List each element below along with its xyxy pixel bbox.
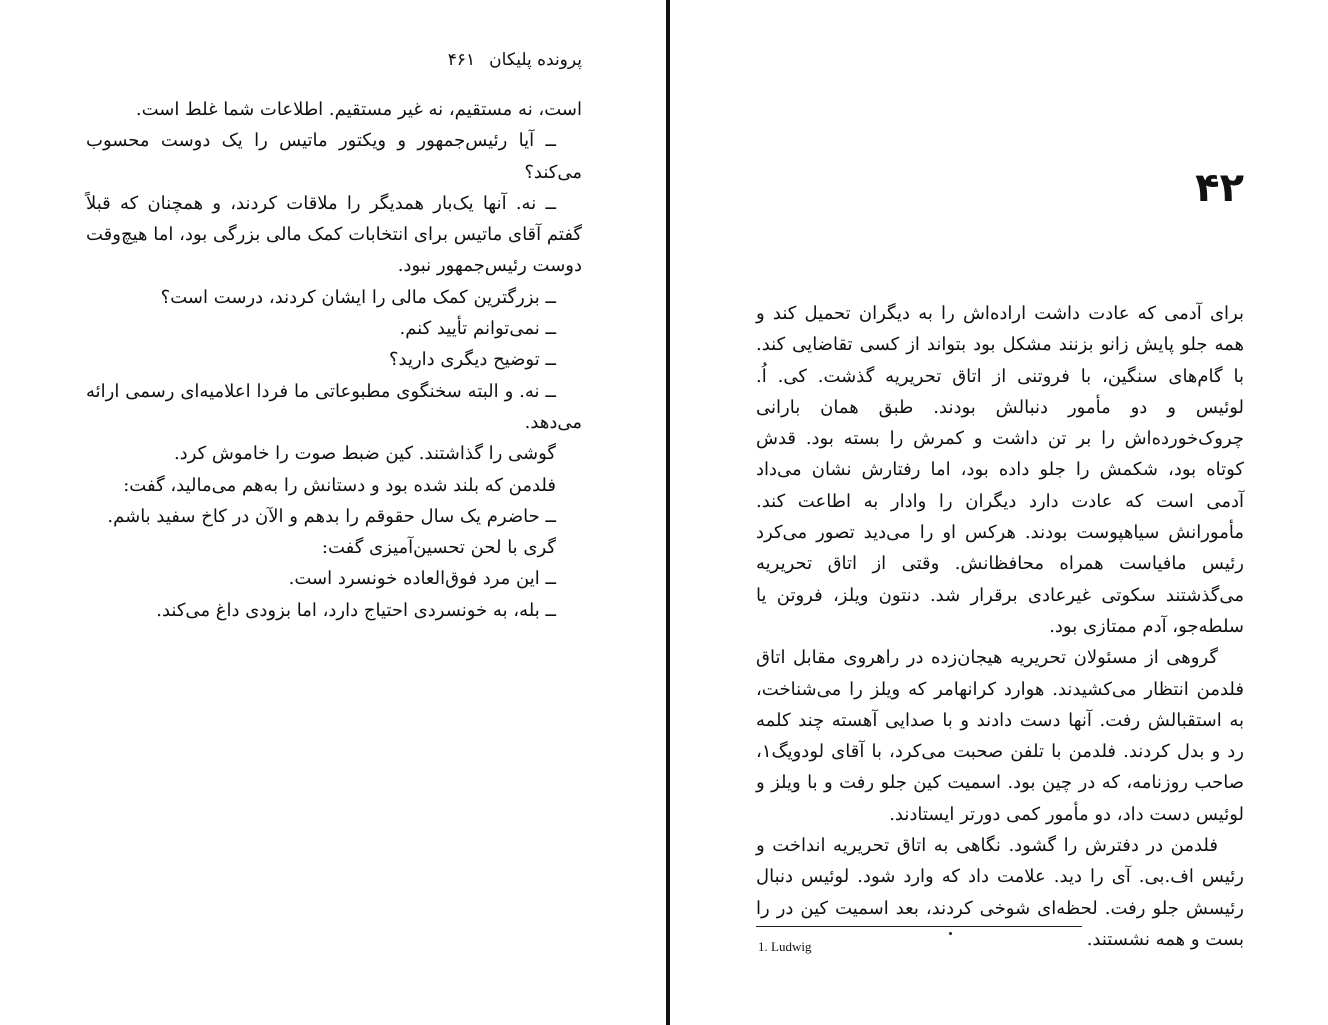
dialogue-line: ــ آیا رئیس‌جمهور و ویکتور ماتیس را یک دوست محسوب می‌کند؟ <box>86 130 582 183</box>
footnote-rule <box>756 926 1082 927</box>
chapter-number: ۴۲ <box>1195 165 1244 211</box>
dialogue-line: ــ بله، به خونسردی احتیاج دارد، اما بزودی داغ می‌کند. <box>156 599 556 621</box>
body-line: گری با لحن تحسین‌آمیزی گفت: <box>321 537 556 559</box>
right-page-body <box>756 298 1244 955</box>
book-spine <box>666 0 670 1025</box>
footnote: 1. Ludwig <box>758 939 812 954</box>
paragraph: برای آدمی که عادت داشت اراده‌اش را به دیگران تحمیل کند و همه جلو پایش زانو بزنند مشکل بود بتواند از کسی تقاضایی کند. با گام‌های سنگین، با فروتنی از اتاق تحریریه گذشت. کی. اُ. لوئیس و دو مأمور دنبالش بودند. طبق همان بارانی چروک‌خورده‌اش را بر تن داشت و کمرش را بسته بود. قدش کوتاه بود، شکمش را جلو داده بود، اما رفتارش نشان می‌داد آدمی است که عادت دارد دیگران را وادار به اطاعت کند. مأمورانش سیاهپوست بودند. هرکس او را می‌دید تصور می‌کرد رئیس مافیاست همراه محافظانش. وقتی از اتاق تحریریه می‌گذشتند سکوتی غیرعادی برقرار شد. دنتون ویلز، فروتن یا سلطه‌جو، آدم ممتازی بود. <box>756 303 1244 637</box>
paragraph: فلدمن در دفترش را گشود. نگاهی به اتاق تحریریه انداخت و رئیس اف.بی. آی را دید. علامت داد که وارد شود. لوئیس دنبال رئیسش جلو رفت. لحظه‌ای شوخی کردند، بعد اسمیت کین در را بست و همه نشستند. <box>756 835 1244 950</box>
body-line: گوشی را گذاشتند. کین ضبط صوت را خاموش کرد. <box>173 443 556 465</box>
dialogue-line: ــ نه. آنها یک‌بار همدیگر را ملاقات کردند، و همچنان که قبلاً گفتم آقای ماتیس برای انتخابات کمک مالی بزرگی بود، اما هیچ‌وقت دوست رئیس‌جمهور نبود. <box>86 192 582 277</box>
dialogue-line: ــ این مرد فوق‌العاده خونسرد است. <box>288 568 556 590</box>
paragraph: گروهی از مسئولان تحریریه هیجان‌زده در راهروی مقابل اتاق فلدمن انتظار می‌کشیدند. هوارد کرانهامر که ویلز را می‌شناخت، به استقبالش رفت. آنها دست دادند و با صدایی آهسته چند کلمه رد و بدل کردند. فلدمن با تلفن صحبت می‌کرد، با آقای لودویگ۱، صاحب روزنامه، که در چین بود. اسمیت کین جلو رفت و با ویلز و لوئیس دست داد، دو مأمور کمی دورتر ایستادند. <box>756 647 1244 825</box>
dialogue-line: ــ توضیح دیگری دارید؟ <box>388 349 556 371</box>
dialogue-line: ــ بزرگترین کمک مالی را ایشان کردند، درست است؟ <box>160 286 556 308</box>
body-line: فلدمن که بلند شده بود و دستانش را به‌هم می‌مالید، گفت: <box>123 474 556 496</box>
footnote-dot <box>949 932 952 935</box>
dialogue-line: ــ حاضرم یک سال حقوقم را بدهم و الآن در کاخ سفید باشم. <box>107 505 556 527</box>
body-line: است، نه مستقیم، نه غیر مستقیم. اطلاعات شما غلط است. <box>135 99 582 120</box>
running-header-title: پرونده پلیکان <box>489 50 582 70</box>
dialogue-line: ــ نه. و البته سخنگوی مطبوعاتی ما فردا اعلامیه‌ای رسمی ارائه می‌دهد. <box>86 380 582 433</box>
dialogue-line: ــ نمی‌توانم تأیید کنم. <box>399 318 556 340</box>
left-page-body <box>86 94 582 626</box>
page-number: ۴۶۱ <box>447 50 476 70</box>
running-header <box>96 46 582 74</box>
right-page <box>672 0 1328 1025</box>
